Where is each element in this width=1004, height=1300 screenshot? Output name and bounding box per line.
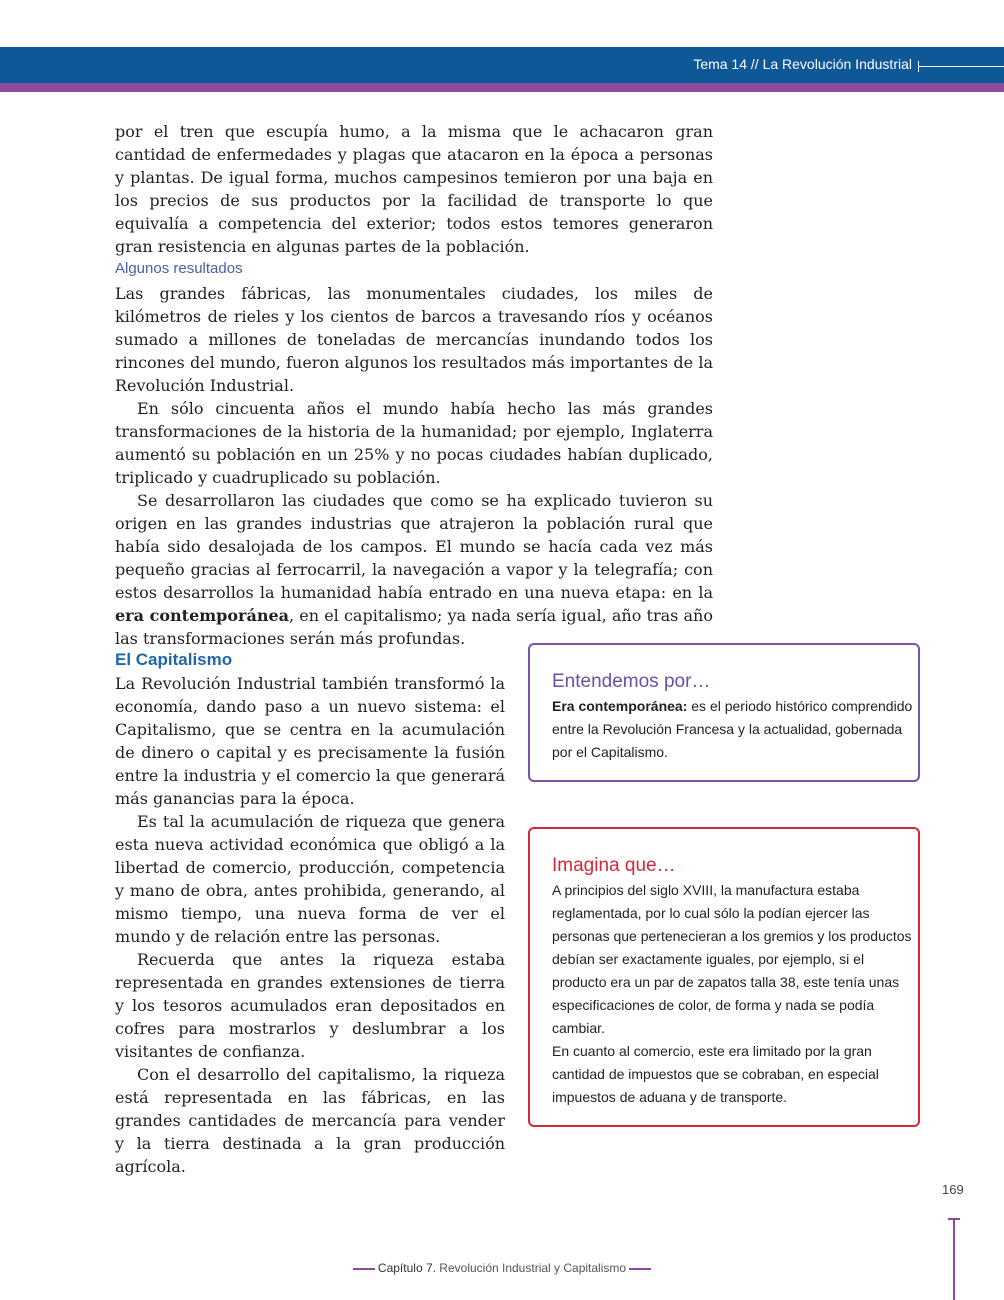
entendemos-box <box>528 643 920 782</box>
resultados-p3-text-after: , en el capitalismo; ya nada sería igual, año tras año las transformaciones serán más profundas. <box>115 606 713 648</box>
resultados-paragraph-2: En sólo cincuenta años el mundo había hecho las más grandes transformaciones de la historia de la humanidad; por ejemplo, Inglaterra aumentó su población en un 25% y no pocas ciudades habían duplicado, triplicado y cuadruplicado su población. <box>115 399 713 487</box>
entendemos-term: Era contemporánea: <box>552 698 688 714</box>
resultados-p3-text-before: Se desarrollaron las ciudades que como se ha explicado tuvieron su origen en las grandes industrias que atrajeron la población rural que había sido desalojada de los campos. El mundo se hacía cada vez más pequeño gracias al ferrocarril, la navegación a vapor y la telegrafía; con estos desarrollos la humanidad había entrado en una nueva etapa: en la <box>115 491 713 602</box>
intro-paragraph: por el tren que escupía humo, a la misma que le achacaron gran cantidad de enfermedades y plagas que atacaron en la época a personas y plantas. De igual forma, muchos campesinos temieron por una baja en los precios de sus productos por la facilidad de transporte lo que equivalía a competencia del exterior; todos estos temores generaron gran resistencia en algunas partes de la población. <box>115 122 713 256</box>
imagina-box <box>528 827 920 1127</box>
imagina-box-paragraph-1: A principios del siglo XVIII, la manufactura estaba reglamentada, por lo cual sólo la podían ejercer las personas que pertenecieran a los gremios y los productos debían ser exactamente iguales, por ejemplo, si el producto era un par de zapatos talla 38, este tenía unas especificaciones de color, de forma y nada se podía cambiar. <box>552 882 912 1036</box>
header-title: Tema 14 // La Revolución Industrial <box>693 56 912 72</box>
page-number: 169 <box>942 1182 964 1197</box>
header-rule <box>918 66 1004 67</box>
header-accent-stripe <box>0 83 1004 92</box>
resultados-paragraph-3 <box>115 489 713 650</box>
intro-section <box>115 120 713 258</box>
side-rule <box>953 1218 955 1300</box>
era-contemporanea-term: era contemporánea <box>115 606 290 625</box>
entendemos-definition: es el periodo histórico comprendido entre la Revolución Francesa y la actualidad, gobernada por el Capitalismo. <box>552 698 913 760</box>
entendemos-box-title: Entendemos por… <box>552 671 711 692</box>
footer-rule-right <box>629 1268 651 1270</box>
capitalismo-paragraph-3: Recuerda que antes la riqueza estaba representada en grandes extensiones de tierra y los tesoros acumulados eran depositados en cofres para mostrarlos y deslumbrar a los visitantes de confianza. <box>115 950 505 1061</box>
resultados-section <box>115 282 713 650</box>
capitalismo-heading: El Capitalismo <box>115 650 233 669</box>
footer-chapter-label: Capítulo 7. <box>377 1261 436 1275</box>
imagina-box-title: Imagina que… <box>552 855 676 876</box>
resultados-heading: Algunos resultados <box>115 260 243 277</box>
capitalismo-section <box>115 672 505 1178</box>
capitalismo-paragraph-1: La Revolución Industrial también transformó la economía, dando paso a un nuevo sistema: el Capitalismo, que se centra en la acumulación de dinero o capital y es precisamente la fusión entre la industria y el comercio la que generará más ganancias para la época. <box>115 674 505 808</box>
footer <box>0 1261 1004 1275</box>
entendemos-box-body <box>552 695 918 764</box>
imagina-box-paragraph-2: En cuanto al comercio, este era limitado por la gran cantidad de impuestos que se cobraban, en especial impuestos de aduana y de transporte. <box>552 1043 879 1105</box>
resultados-paragraph-1: Las grandes fábricas, las monumentales ciudades, los miles de kilómetros de rieles y los cientos de barcos a travesando ríos y océanos sumado a millones de toneladas de mercancías inundando todos los rincones del mundo, fueron algunos los resultados más importantes de la Revolución Industrial. <box>115 284 713 395</box>
capitalismo-paragraph-2: Es tal la acumulación de riqueza que genera esta nueva actividad económica que obligó a la libertad de comercio, producción, competencia y mano de obra, antes prohibida, generando, al mismo tiempo, una nueva forma de ver el mundo y de relación entre las personas. <box>115 812 505 946</box>
footer-rule-left <box>353 1268 375 1270</box>
capitalismo-paragraph-4: Con el desarrollo del capitalismo, la riqueza está representada en las fábricas, en las grandes cantidades de mercancía para vender y la tierra destinada a la gran producción agrícola. <box>115 1065 505 1176</box>
footer-chapter-title: Revolución Industrial y Capitalismo <box>435 1261 627 1275</box>
